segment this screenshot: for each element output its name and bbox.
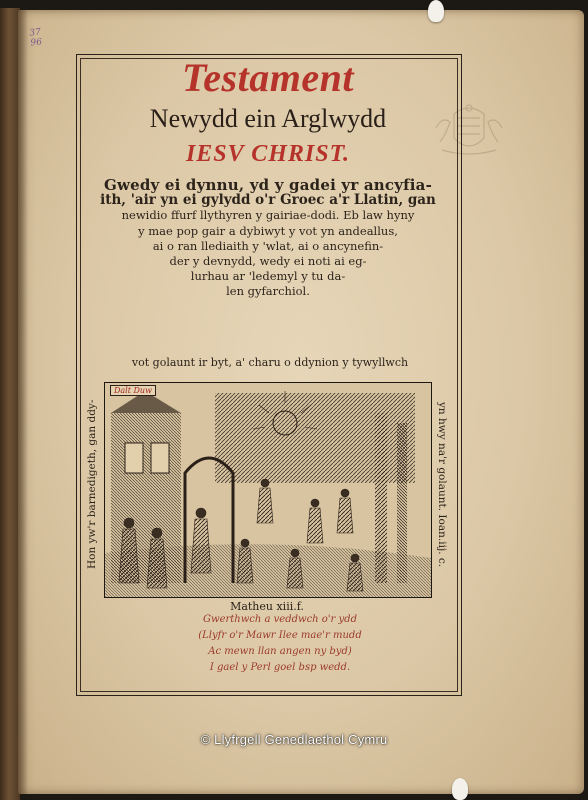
woodcut-caption-right: yn hwy na'r golaunt. Ioan.iij. c. — [436, 401, 448, 568]
page-gutter-shadow — [18, 10, 28, 794]
page-name-line: IESV CHRIST. — [185, 141, 351, 167]
handwritten-line: Ac mewn llan angen ny byd) — [208, 646, 352, 657]
page-subtitle: Newydd ein Arglwydd — [149, 104, 387, 133]
description-line: der y devnydd, wedy ei noti ai eg- — [169, 254, 367, 269]
copyright-watermark: © Llyfrgell Genedlaethol Cymru — [200, 732, 388, 747]
page-tab-top — [428, 0, 444, 22]
description-line: ai o ran llediaith y 'wlat, ai o ancynefin- — [152, 238, 384, 253]
woodcut-caption-left: Hon yw'r barnedigeth, gan ddy- — [86, 399, 98, 570]
woodcut-image — [105, 383, 431, 597]
woodcut-caption-top: vot golaunt ir byt, a' charu o ddynion y tywyllwch — [131, 356, 409, 369]
shelfmark-line: 96 — [30, 37, 43, 49]
description-line: len gyfarchiol. — [226, 284, 310, 299]
description-line: y mae pop gair a dybiwyt y vot yn andeallus, — [138, 223, 398, 238]
woodcut-illustration — [104, 382, 432, 598]
handwritten-line: I gael y Perl goel bsp wedd. — [209, 662, 351, 673]
page-title: Testament — [182, 55, 354, 100]
binding-edge — [0, 8, 20, 800]
description-line: ith, 'air yn ei gylydd o'r Groec a'r Llatin, gan — [100, 192, 436, 209]
page-tab-bottom — [452, 778, 468, 800]
scripture-reference: Matheu xiii.f. — [230, 600, 304, 613]
shelfmark — [29, 27, 42, 48]
description-line: newidio ffurf llythyren y gairiae-dodi. Eb law hyny — [121, 208, 415, 223]
title-description — [84, 178, 452, 300]
description-line: lurhau ar 'ledemyl y tu da- — [190, 269, 346, 284]
description-line: Gwedy ei dynnu, yd y gadei yr ancyfia- — [103, 176, 433, 194]
woodcut-banner: Dalt Duw — [110, 385, 156, 396]
handwritten-line: Gwerthwch a veddwch o'r ydd — [203, 614, 357, 625]
shelfmark-line: 37 — [28, 27, 42, 39]
handwritten-line: (Llyfr o'r Mawr Ilee mae'r mudd — [198, 630, 362, 641]
